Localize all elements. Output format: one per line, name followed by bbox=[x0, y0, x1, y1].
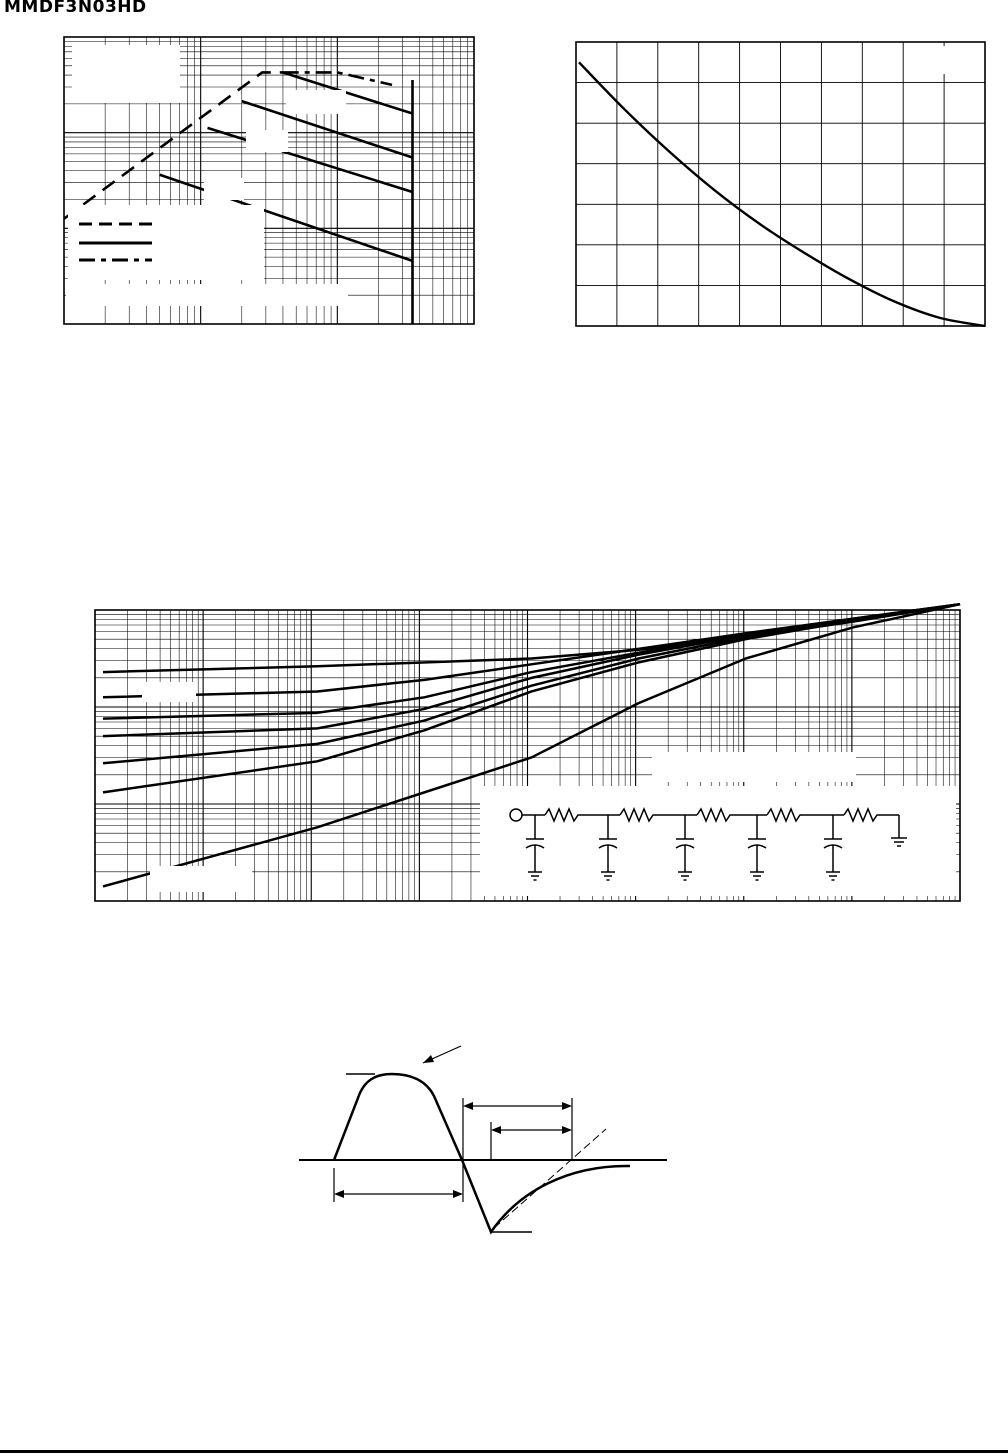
thermal-response-curve-3 bbox=[103, 604, 960, 718]
derating-chart-curve bbox=[579, 46, 985, 326]
safe-operating-area-legend bbox=[68, 205, 264, 280]
recovery-slope-tangent bbox=[494, 1129, 606, 1228]
label-mask bbox=[936, 46, 980, 74]
label-mask bbox=[246, 130, 288, 152]
label-mask bbox=[142, 682, 196, 702]
thermal-rc-network-schematic bbox=[480, 786, 956, 896]
label-mask bbox=[150, 866, 252, 892]
thermal-response-curve-2 bbox=[103, 604, 960, 697]
thermal-response-curve-5 bbox=[103, 604, 960, 763]
reverse-recovery-waveform bbox=[299, 1046, 667, 1232]
forward-current-pulse bbox=[334, 1074, 630, 1232]
dimension-arrowheads bbox=[334, 1055, 572, 1198]
label-mask bbox=[652, 752, 856, 782]
derating-chart-grid bbox=[576, 42, 985, 326]
label-mask bbox=[204, 178, 244, 200]
label-mask bbox=[72, 45, 180, 103]
label-mask bbox=[286, 90, 346, 114]
part-number-title: MMDF3N03HD bbox=[4, 0, 147, 17]
derating-curve bbox=[579, 62, 985, 326]
footer-rule bbox=[0, 1450, 1008, 1453]
label-mask bbox=[66, 284, 348, 306]
schematic-box bbox=[480, 786, 956, 896]
